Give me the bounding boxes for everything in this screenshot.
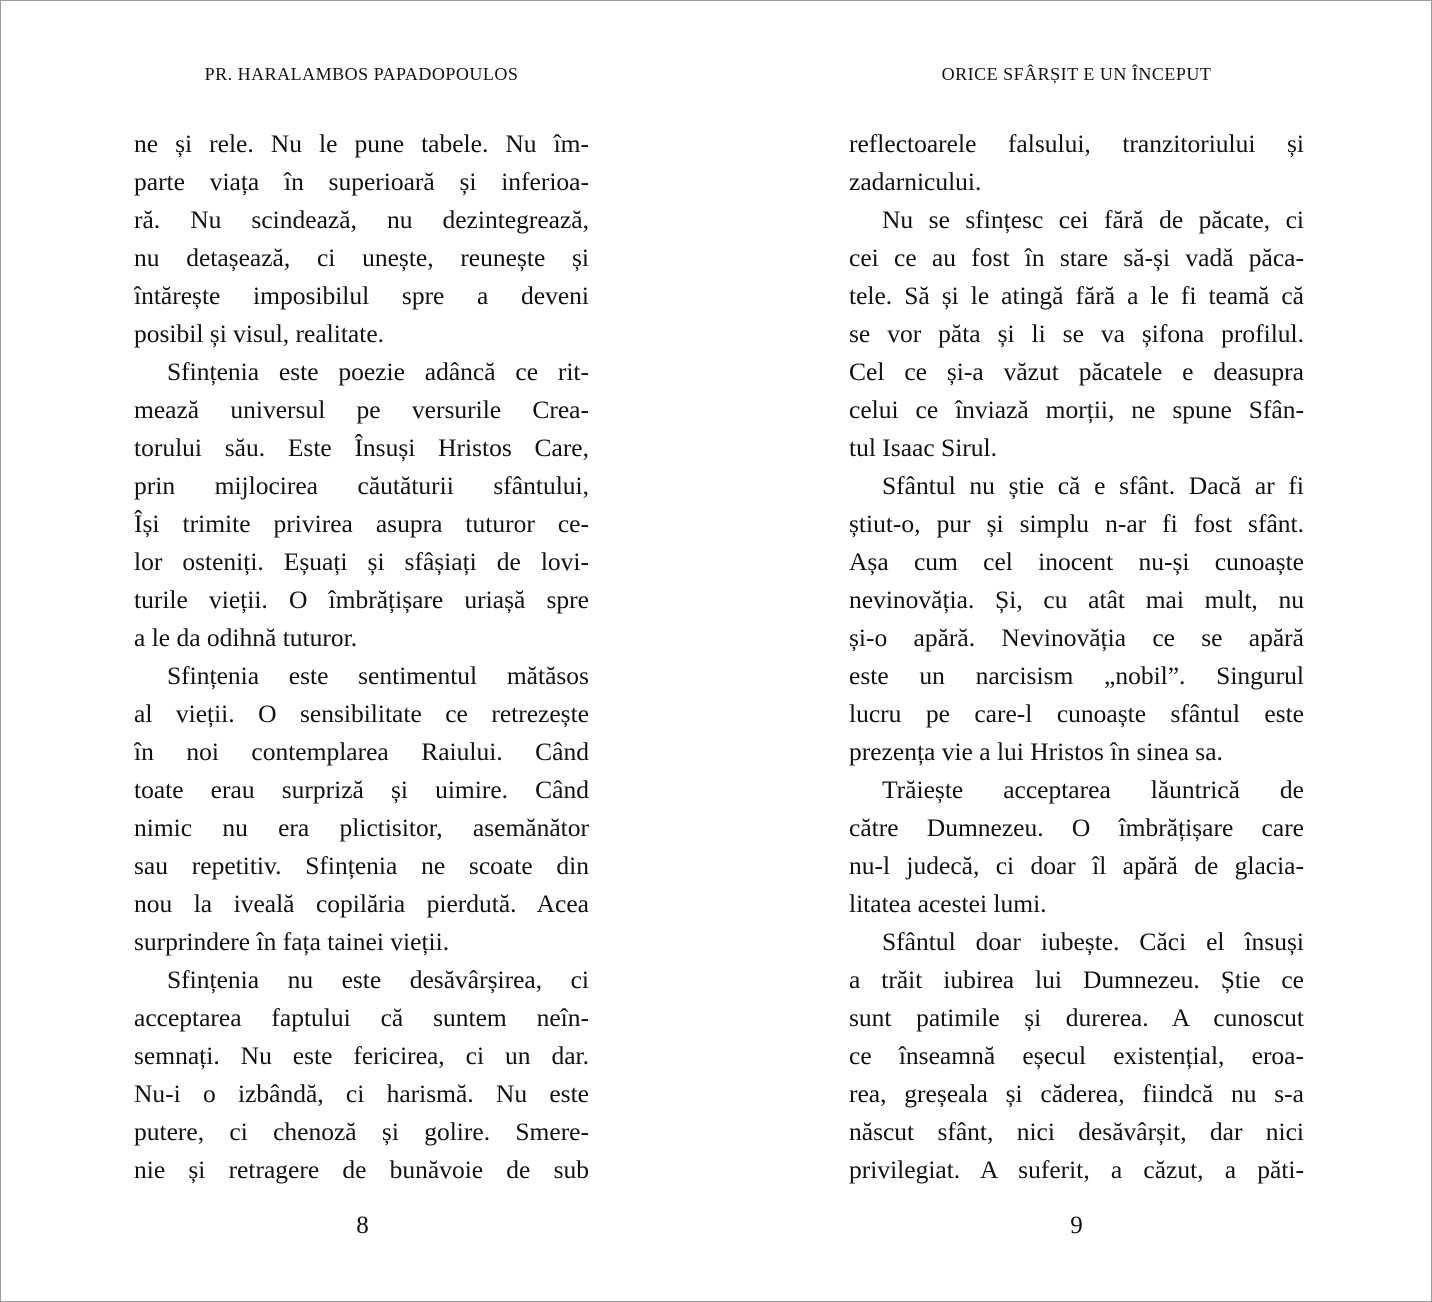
text-line: și-o apără. Nevinovăția ce se apără: [849, 623, 1304, 652]
text-line: Sfântul nu știe că e sfânt. Dacă ar fi: [882, 471, 1304, 500]
text-line: turile vieții. O îmbrățișare uriașă spre: [134, 585, 589, 614]
text-line: Sfințenia este poezie adâncă ce rit-: [167, 357, 589, 386]
text-line: nu detașează, ci unește, reunește și: [134, 243, 589, 272]
text-line: sunt patimile și durerea. A cunoscut: [849, 1003, 1304, 1032]
text-line: tele. Să și le atingă fără a le fi teamă că: [849, 281, 1304, 310]
text-line: în noi contemplarea Raiului. Când: [134, 737, 589, 766]
paragraph: [134, 657, 589, 961]
text-line: lor osteniți. Eșuați și sfâșiați de lovi-: [134, 547, 589, 576]
text-line: toate erau surpriză și uimire. Când: [134, 775, 589, 804]
text-line: este un narcisism „nobil”. Singurul: [849, 661, 1304, 690]
text-line: semnați. Nu este fericirea, ci un dar.: [134, 1041, 589, 1070]
text-line: prezența vie a lui Hristos în sinea sa.: [849, 737, 1223, 766]
text-line: al vieții. O sensibilitate ce retrezește: [134, 699, 589, 728]
text-line: întărește imposibilul spre a deveni: [134, 281, 589, 310]
page-number-right: 9: [1070, 1212, 1083, 1239]
text-line: Își trimite privirea asupra tuturor ce-: [134, 509, 589, 538]
text-line: zadarnicului.: [849, 167, 982, 196]
text-line: sau repetitiv. Sfințenia ne scoate din: [134, 851, 589, 880]
text-line: parte viața în superioară și inferioa-: [134, 167, 589, 196]
right-page-body: [849, 125, 1304, 1189]
paragraph: [134, 125, 589, 353]
text-line: a trăit iubirea lui Dumnezeu. Știe ce: [849, 965, 1304, 994]
text-line: ne și rele. Nu le pune tabele. Nu îm-: [134, 129, 589, 158]
text-line: Nu-i o izbândă, ci harismă. Nu este: [134, 1079, 589, 1108]
left-page-body: [134, 125, 589, 1189]
text-line: tul Isaac Sirul.: [849, 433, 998, 462]
paragraph: [849, 923, 1304, 1189]
page-number-left-value: 8: [356, 1212, 369, 1239]
text-line: privilegiat. A suferit, a căzut, a păti-: [849, 1155, 1304, 1184]
text-line: reflectoarele falsului, tranzitoriului și: [849, 129, 1304, 158]
running-head-title: ORICE SFÂRȘIT E UN ÎNCEPUT: [941, 64, 1212, 84]
text-line: ce înseamnă eșecul existențial, eroa-: [849, 1041, 1304, 1070]
right-page: [849, 1, 1304, 1301]
text-line: torului său. Este Însuși Hristos Care,: [134, 433, 589, 462]
text-line: Sfântul doar iubește. Căci el însuși: [882, 927, 1304, 956]
text-line: știut-o, pur și simplu n-ar fi fost sfânt.: [849, 509, 1304, 538]
paragraph: [849, 125, 1304, 201]
running-head-author: PR. HARALAMBOS PAPADOPOULOS: [204, 64, 519, 84]
text-line: litatea acestei lumi.: [849, 889, 1047, 918]
text-line: rea, greșeala și căderea, fiindcă nu s-a: [849, 1079, 1304, 1108]
text-line: Așa cum cel inocent nu-și cunoaște: [849, 547, 1304, 576]
text-line: Cel ce și-a văzut păcatele e deasupra: [849, 357, 1304, 386]
paragraph: [849, 201, 1304, 467]
text-line: nou la iveală copilăria pierdută. Acea: [134, 889, 589, 918]
text-line: Nu se sfințesc cei fără de păcate, ci: [882, 205, 1304, 234]
text-line: nimic nu era plictisitor, asemănător: [134, 813, 589, 842]
text-line: ră. Nu scindează, nu dezintegrează,: [134, 205, 589, 234]
text-line: nu-l judecă, ci doar îl apără de glacia-: [849, 851, 1304, 880]
left-page: [134, 1, 589, 1301]
text-line: putere, ci chenoză și golire. Smere-: [134, 1117, 589, 1146]
paragraph: [134, 353, 589, 657]
text-line: născut sfânt, nici desăvârșit, dar nici: [849, 1117, 1304, 1146]
text-line: Sfințenia nu este desăvârșirea, ci: [167, 965, 589, 994]
text-line: posibil și visul, realitate.: [134, 319, 385, 348]
text-line: lucru pe care-l cunoaște sfântul este: [849, 699, 1304, 728]
text-line: nevinovăția. Și, cu atât mai mult, nu: [849, 585, 1304, 614]
text-line: surprindere în fața tainei vieții.: [134, 927, 450, 956]
text-line: acceptarea faptului că suntem neîn-: [134, 1003, 589, 1032]
text-line: a le da odihnă tuturor.: [134, 623, 358, 652]
text-line: cei ce au fost în stare să-și vadă păca-: [849, 243, 1304, 272]
text-line: către Dumnezeu. O îmbrățișare care: [849, 813, 1304, 842]
text-line: mează universul pe versurile Crea-: [134, 395, 589, 424]
text-line: Trăiește acceptarea lăuntrică de: [882, 775, 1304, 804]
text-line: nie și retragere de bunăvoie de sub: [134, 1155, 589, 1184]
paragraph: [849, 467, 1304, 771]
text-line: Sfințenia este sentimentul mătăsos: [167, 661, 589, 690]
text-line: se vor păta și li se va șifona profilul.: [849, 319, 1304, 348]
page-number-left: [134, 1211, 589, 1241]
paragraph: [849, 771, 1304, 923]
text-line: prin mijlocirea căutăturii sfântului,: [134, 471, 589, 500]
text-line: celui ce înviază morții, ne spune Sfân-: [849, 395, 1304, 424]
paragraph: [134, 961, 589, 1189]
